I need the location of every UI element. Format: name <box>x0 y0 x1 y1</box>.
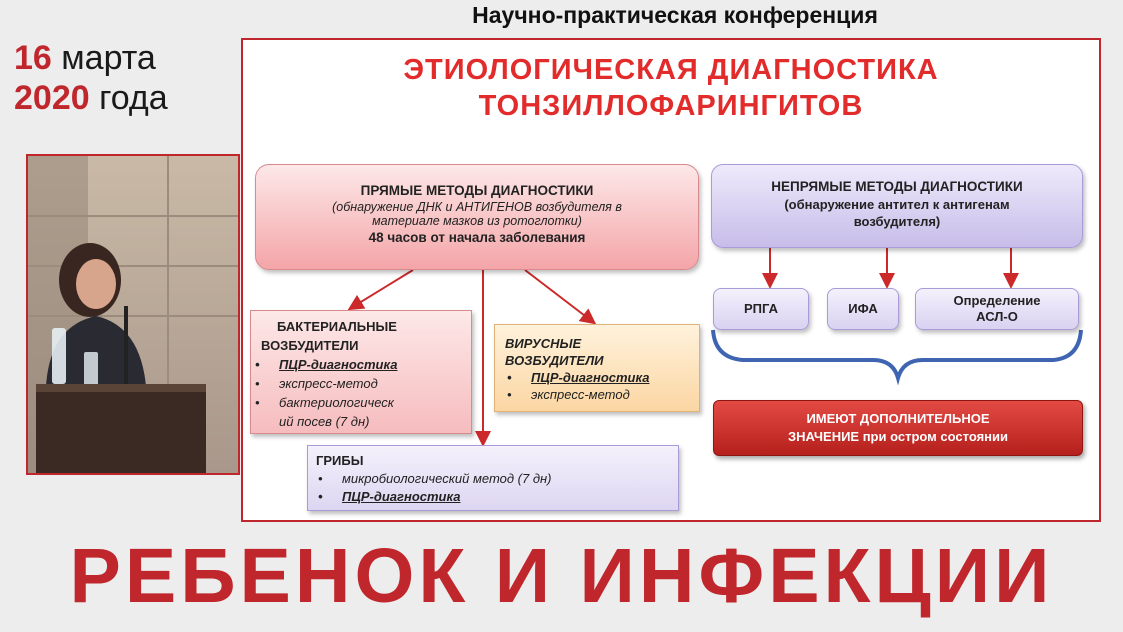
bacterial-heading-1: БАКТЕРИАЛЬНЫЕ <box>277 319 397 334</box>
indirect-methods-heading: НЕПРЯМЫЕ МЕТОДЫ ДИАГНОСТИКИ <box>771 179 1023 194</box>
conference-title: Научно-практическая конференция <box>472 2 878 28</box>
bacterial-item-pcr: • ПЦР-диагностика <box>253 355 471 374</box>
additional-value-line1: ИМЕЮТ ДОПОЛНИТЕЛЬНОЕ <box>806 411 990 426</box>
presentation-slide <box>241 38 1101 522</box>
arrow-to-bacterial <box>351 270 413 308</box>
fungi-methods-list <box>316 470 678 506</box>
method-ifa: ИФА <box>827 288 899 330</box>
event-title: РЕБЕНОК И ИНФЕКЦИИ <box>69 533 1054 619</box>
bacterial-item-culture-cont-text: ий посев (7 дн) <box>279 414 370 429</box>
methods-brace <box>713 330 1081 378</box>
fungi-heading: ГРИБЫ <box>316 453 364 468</box>
bacterial-pathogens-box <box>250 310 472 434</box>
date-year: 2020 <box>14 79 90 117</box>
bacterial-methods-list <box>253 355 471 431</box>
indirect-methods-box <box>711 164 1083 248</box>
direct-methods-timing: 48 часов от начала заболевания <box>368 230 586 245</box>
method-rpga: РПГА <box>713 288 809 330</box>
direct-methods-note-1: (обнаружение ДНК и АНТИГЕНОВ возбудителя в <box>332 200 622 214</box>
viral-heading-1: ВИРУСНЫЕ <box>505 336 582 351</box>
bacterial-item-culture-cont <box>253 412 471 431</box>
indirect-methods-note-1: (обнаружение антител к антигенам <box>784 197 1010 212</box>
additional-value-box <box>713 400 1083 456</box>
method-aslo-line2: АСЛ-О <box>976 309 1018 324</box>
fungi-box <box>307 445 679 511</box>
additional-value-line2: ЗНАЧЕНИЕ при остром состоянии <box>787 429 1009 444</box>
date-day: 16 <box>14 39 52 77</box>
arrow-to-viral <box>525 270 593 322</box>
slide-title-line1: ЭТИОЛОГИЧЕСКАЯ ДИАГНОСТИКА <box>403 54 939 86</box>
bacterial-heading-2: ВОЗБУДИТЕЛИ <box>261 338 359 353</box>
viral-item-pcr: • ПЦР-диагностика <box>505 369 699 386</box>
bacterial-item-culture: • бактериологическ <box>253 393 471 412</box>
date-word: года <box>99 79 168 117</box>
viral-pathogens-box <box>494 324 700 412</box>
date-month: марта <box>61 39 156 77</box>
fungi-item-micro: • микробиологический метод (7 дн) <box>316 470 678 488</box>
date-line-2 <box>14 78 229 118</box>
direct-methods-box <box>255 164 699 270</box>
direct-methods-heading: ПРЯМЫЕ МЕТОДЫ ДИАГНОСТИКИ <box>360 183 594 198</box>
speaker-video <box>26 154 240 475</box>
slide-title-line2: ТОНЗИЛЛОФАРИНГИТОВ <box>478 90 864 122</box>
speaker-video-image <box>28 156 240 475</box>
method-aslo <box>915 288 1079 330</box>
direct-methods-note-2: материале мазков из ротоглотки) <box>372 214 582 228</box>
fungi-item-pcr: • ПЦР-диагностика <box>316 488 678 506</box>
viral-item-express: • экспресс-метод <box>505 386 699 403</box>
indirect-methods-note-2: возбудителя) <box>853 214 941 229</box>
viral-methods-list <box>505 369 699 403</box>
date-line-1 <box>14 38 229 78</box>
bacterial-item-express: • экспресс-метод <box>253 374 471 393</box>
viral-heading-2: ВОЗБУДИТЕЛИ <box>505 353 604 368</box>
event-date <box>14 38 229 118</box>
method-aslo-line1: Определение <box>953 293 1041 308</box>
